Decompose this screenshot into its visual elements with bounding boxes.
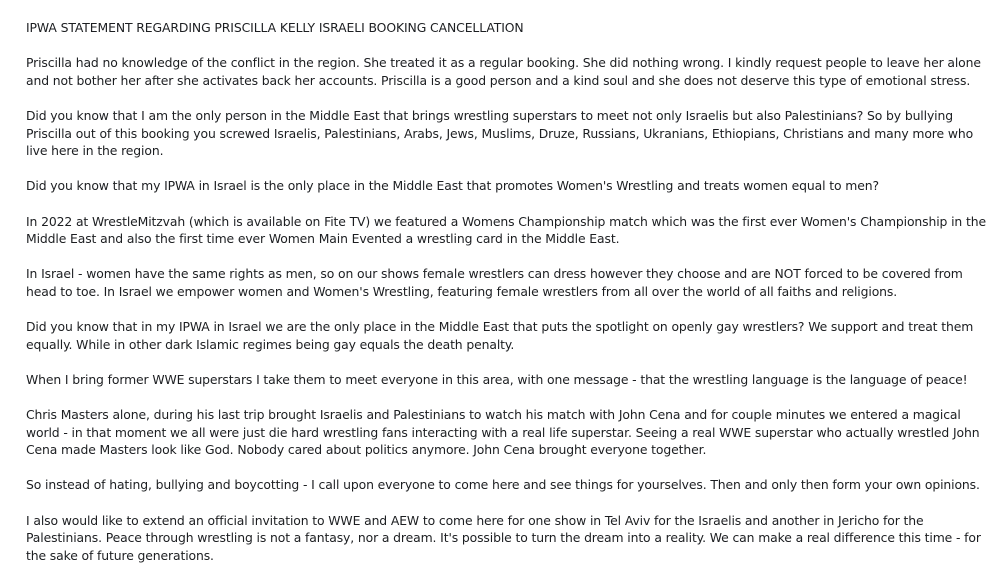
statement-paragraph: Did you know that in my IPWA in Israel we are the only place in the Middle East that puts the spotlight on openly gay wrestlers? We support and treat them equally. While in other dark Islamic regimes being gay equals the death penalty. — [26, 319, 974, 352]
statement-paragraph: I also would like to extend an official invitation to WWE and AEW to come here for one show in Tel Aviv for the Israelis and another in Jericho for the Palestinians. Peace through wrestling is not a fantasy, nor a dream. It's possible to turn the dream into a reality. We can make a real difference this time - for the sake of future generations. — [26, 512, 981, 563]
statement-paragraph: Did you know that I am the only person in the Middle East that brings wrestling superstars to meet not only Israelis but also Palestinians? So by bullying Priscilla out of this booking you screwed Israelis, Palestinians, Arabs, Jews, Muslims, Druze, Russians, Ukranians, Ethiopians, Christians and many more who live here in the region. — [26, 107, 974, 159]
statement-paragraph: Priscilla had no knowledge of the conflict in the region. She treated it as a regular booking. She did nothing wrong. I kindly request people to leave her alone and not bother her after she activates back her accounts. Priscilla is a good person and a kind soul and she does not deserve this type of emotional stress. — [26, 55, 981, 88]
statement-paragraph: Chris Masters alone, during his last trip brought Israelis and Palestinians to watch his match with John Cena and for couple minutes we entered a magical world - in that moment we all were just die hard wrestling fans interacting with a real life superstar. Seeing a real WWE superstar who actually wrestled John Cena made Masters look like God. Nobody cared about politics anymore. John Cena brought everyone together. — [26, 407, 980, 458]
statement-paragraph: So instead of hating, bullying and boycotting - I call upon everyone to come here and see things for yourselves. Then and only then form your own opinions. — [26, 477, 980, 493]
statement-paragraph: Did you know that my IPWA in Israel is the only place in the Middle East that promotes Women's Wrestling and treats women equal to men? — [26, 178, 879, 194]
statement-paragraph: In Israel - women have the same rights as men, so on our shows female wrestlers can dress however they choose and are NOT forced to be covered from head to toe. In Israel we empower women and Women's Wrestling, featuring female wrestlers from all over the world of all faiths and religions. — [26, 266, 963, 299]
statement-paragraph: In 2022 at WrestleMitzvah (which is available on Fite TV) we featured a Womens Championship match which was the first ever Women's Championship in the Middle East and also the first time ever Women Main Evented a wrestling card in the Middle East. — [26, 213, 986, 247]
statement-post — [26, 19, 986, 564]
statement-paragraph: When I bring former WWE superstars I take them to meet everyone in this area, with one message - that the wrestling language is the language of peace! — [26, 371, 968, 387]
statement-title: IPWA STATEMENT REGARDING PRISCILLA KELLY ISRAELI BOOKING CANCELLATION — [26, 20, 524, 35]
